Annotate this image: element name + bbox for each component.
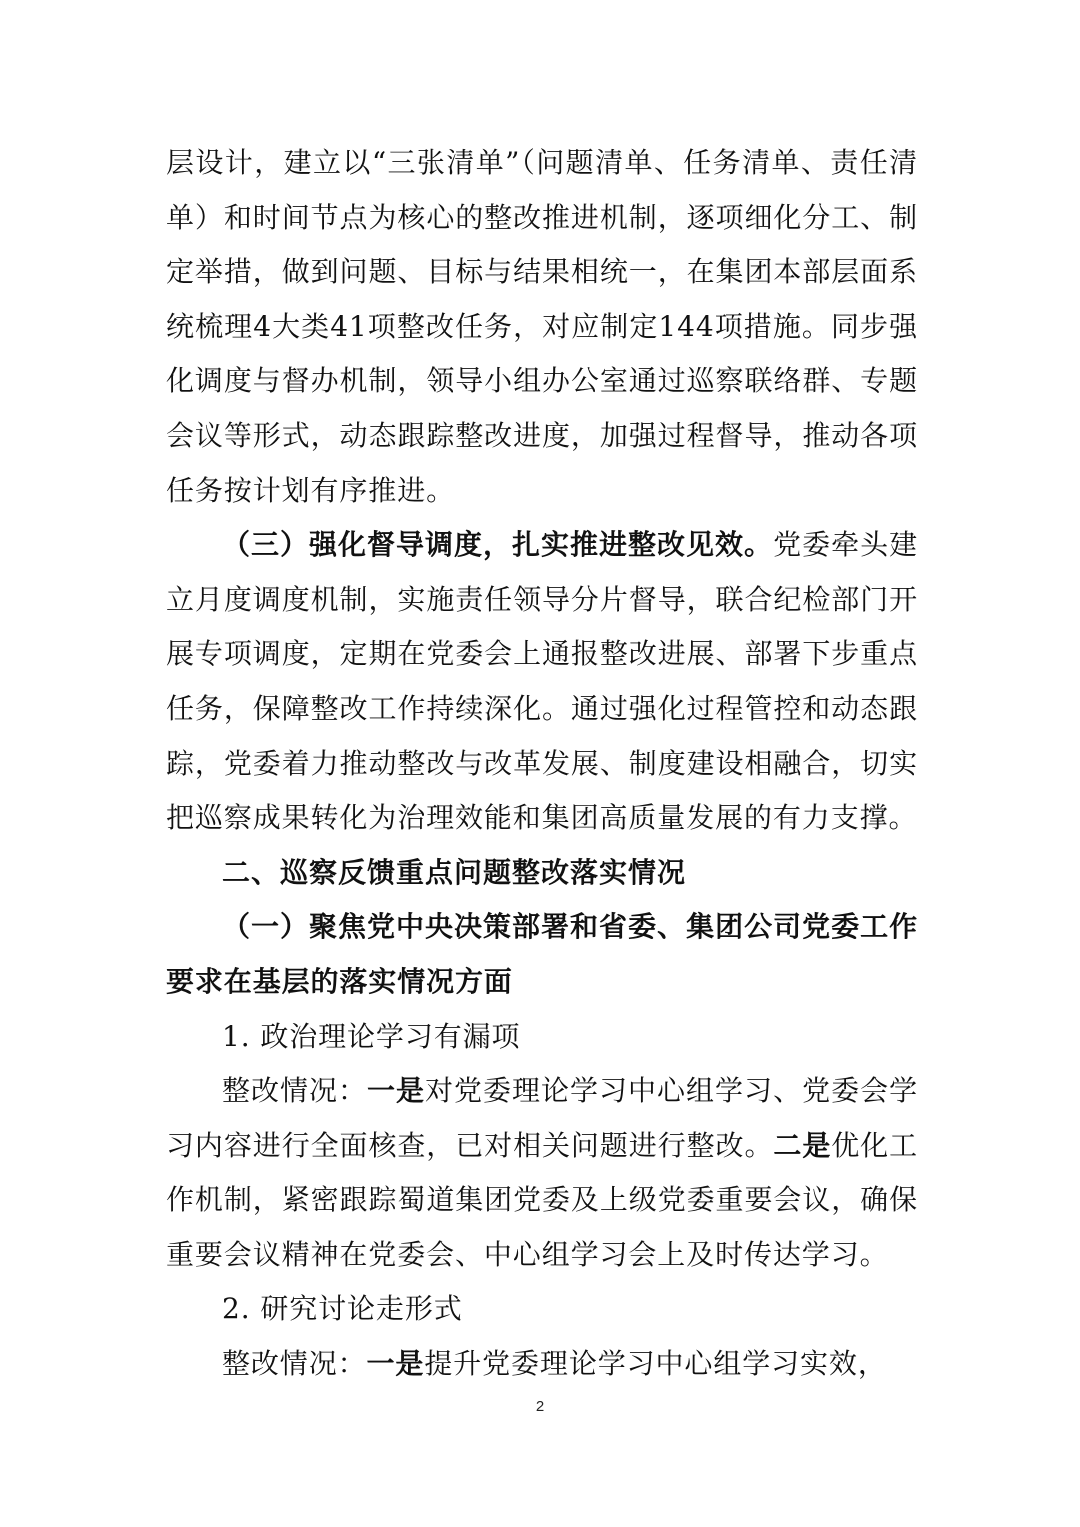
subsection-heading-1: （一）聚焦党中央决策部署和省委、集团公司党委工作要求在基层的落实情况方面 <box>166 910 918 998</box>
paragraph-mechanism: 层设计，建立以“三张清单”（问题清单、任务清单、责任清单）和时间节点为核心的整改推进机制，逐项细化分工、制定举措，做到问题、目标与结果相统一，在集团本部层面系统梳理4大类41项整改任务，对应制定144项措施。同步强化调度与督办机制，领导小组办公室通过巡察联络群、专题会议等形式，动态跟踪整改进度，加强过程督导，推动各项任务按计划有序推进。 <box>166 146 918 507</box>
page-number: 2 <box>535 1398 545 1415</box>
item-1-keyword-1: 一是 <box>367 1074 426 1108</box>
item-2-title: 2. 研究讨论走形式 <box>222 1292 463 1326</box>
item-1-text-1: 对党委理论学习中心组学习、党委会学习内容进行全面核查，已对相关问题进行整改。 <box>166 1074 918 1162</box>
paragraph-supervision-body: 党委牵头建立月度调度机制，实施责任领导分片督导，联合纪检部门开展专项调度，定期在党委会上通报整改进展、部署下步重点任务，保障整改工作持续深化。通过强化过程管控和动态跟踪，党委着力推动整改与改革发展、制度建设相融合，切实把巡察成果转化为治理效能和集团高质量发展的有力支撑。 <box>166 528 918 835</box>
item-2-text-1: 提升党委理论学习中心组学习实效， <box>424 1347 887 1381</box>
paragraph-supervision <box>166 518 918 846</box>
item-1-title: 1. 政治理论学习有漏项 <box>222 1019 521 1053</box>
item-1-label: 整改情况： <box>222 1074 368 1108</box>
item-2-label: 整改情况： <box>222 1347 367 1381</box>
item-1-keyword-2: 二是 <box>773 1128 832 1162</box>
item-1-rectification <box>166 1064 918 1282</box>
document-body <box>166 136 918 1392</box>
item-2-rectification <box>166 1337 918 1392</box>
item-1-text-2: 优化工作机制，紧密跟踪蜀道集团党委及上级党委重要会议，确保重要会议精神在党委会、中心组学习会上及时传达学习。 <box>166 1128 918 1271</box>
item-2-keyword-1: 一是 <box>366 1347 425 1381</box>
paragraph-supervision-lead: （三）强化督导调度，扎实推进整改见效。 <box>222 528 774 562</box>
section-heading-2: 二、巡察反馈重点问题整改落实情况 <box>222 855 687 889</box>
